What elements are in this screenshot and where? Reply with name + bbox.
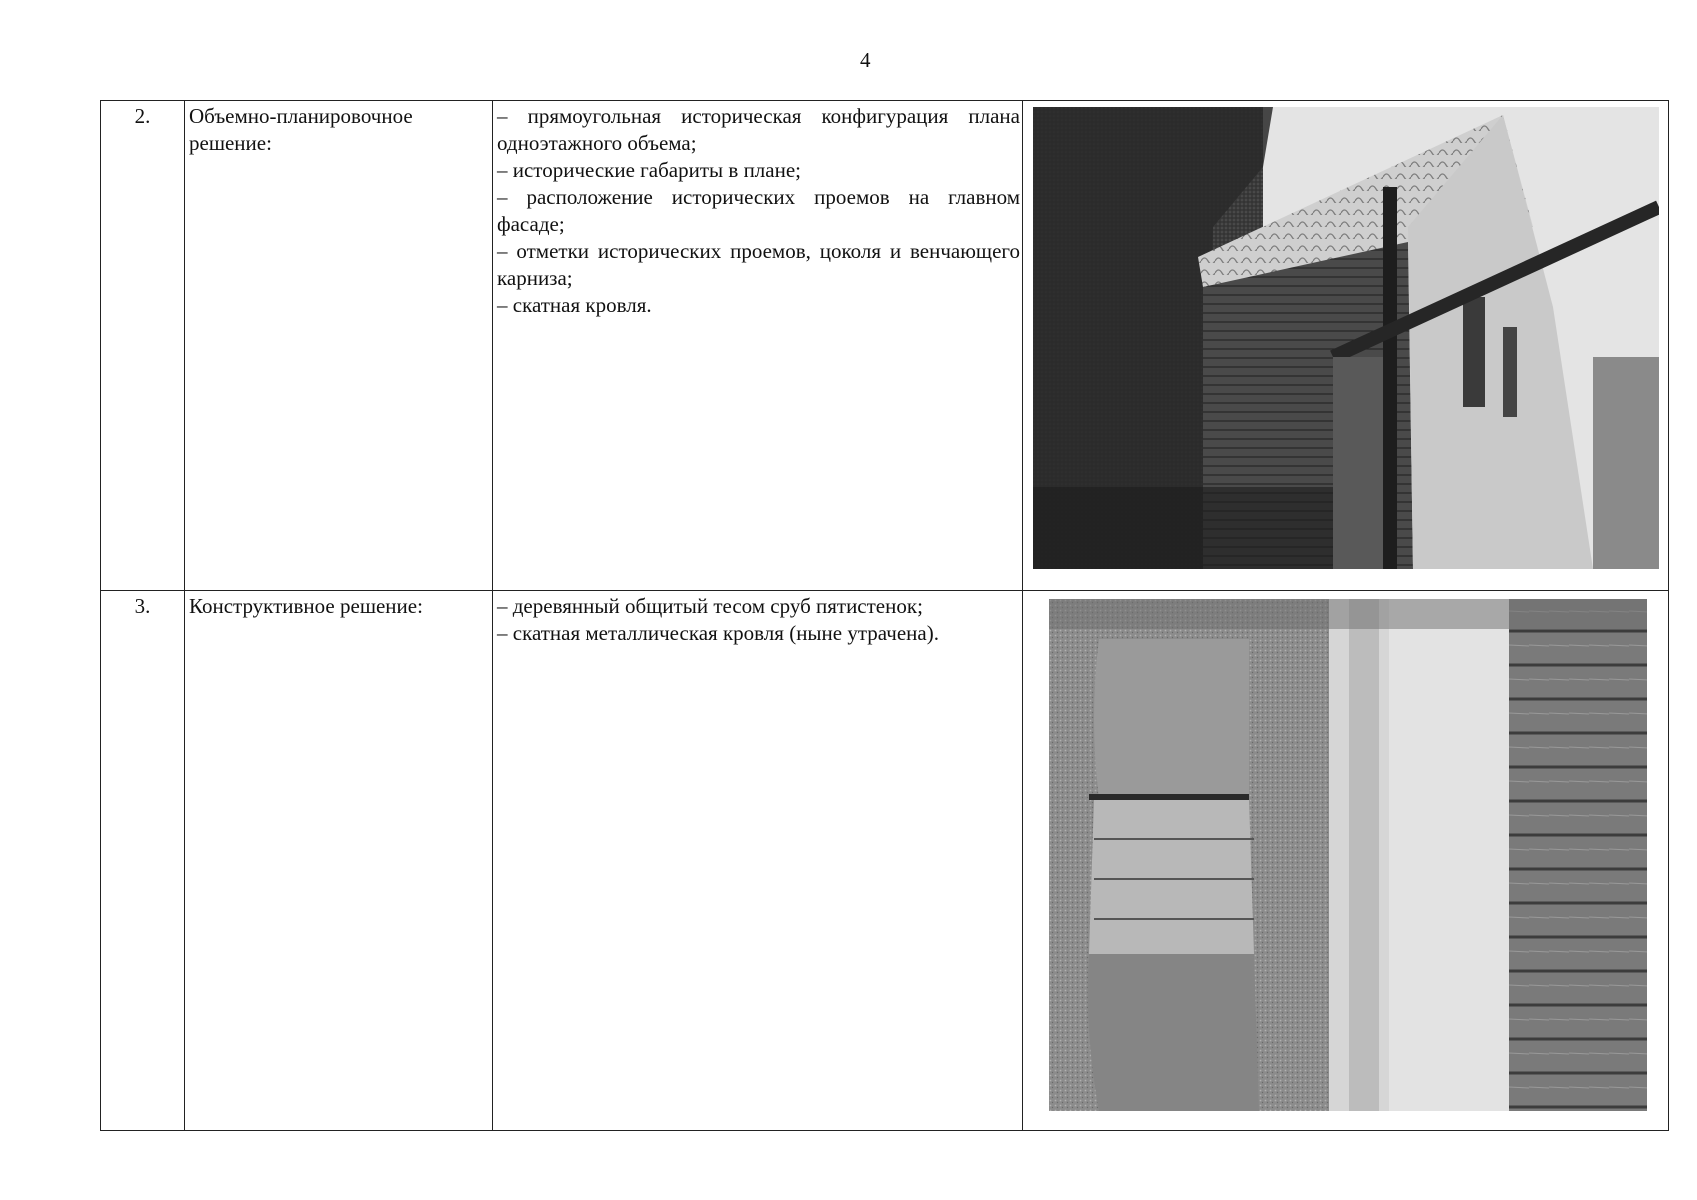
feature-description xyxy=(493,101,1023,591)
list-item: – скатная кровля. xyxy=(497,293,652,317)
photo-cell xyxy=(1023,591,1669,1131)
table-row xyxy=(101,591,1669,1131)
row-number: 3. xyxy=(101,591,185,1131)
log-wall-closeup-photo xyxy=(1049,599,1647,1111)
list-item: – расположение исторических проемов на главном фасаде; xyxy=(497,185,1020,236)
list-item: – прямоугольная историческая конфигурация плана одноэтажного объема; xyxy=(497,104,1020,155)
page-number: 4 xyxy=(860,48,871,72)
list-item: – отметки исторических проемов, цоколя и венчающего карниза; xyxy=(497,239,1020,290)
row-number: 2. xyxy=(101,101,185,591)
list-item: – исторические габариты в плане; xyxy=(497,158,801,182)
feature-name: Объемно-планировочное решение: xyxy=(185,101,493,591)
feature-description xyxy=(493,591,1023,1131)
protected-features-table xyxy=(100,100,1669,1131)
list-item: – деревянный общитый тесом сруб пятистенок; xyxy=(497,594,923,618)
house-facade-photo xyxy=(1033,107,1659,569)
feature-name: Конструктивное решение: xyxy=(185,591,493,1131)
table-row xyxy=(101,101,1669,591)
photo-cell xyxy=(1023,101,1669,591)
list-item: – скатная металлическая кровля (ныне утрачена). xyxy=(497,621,939,645)
